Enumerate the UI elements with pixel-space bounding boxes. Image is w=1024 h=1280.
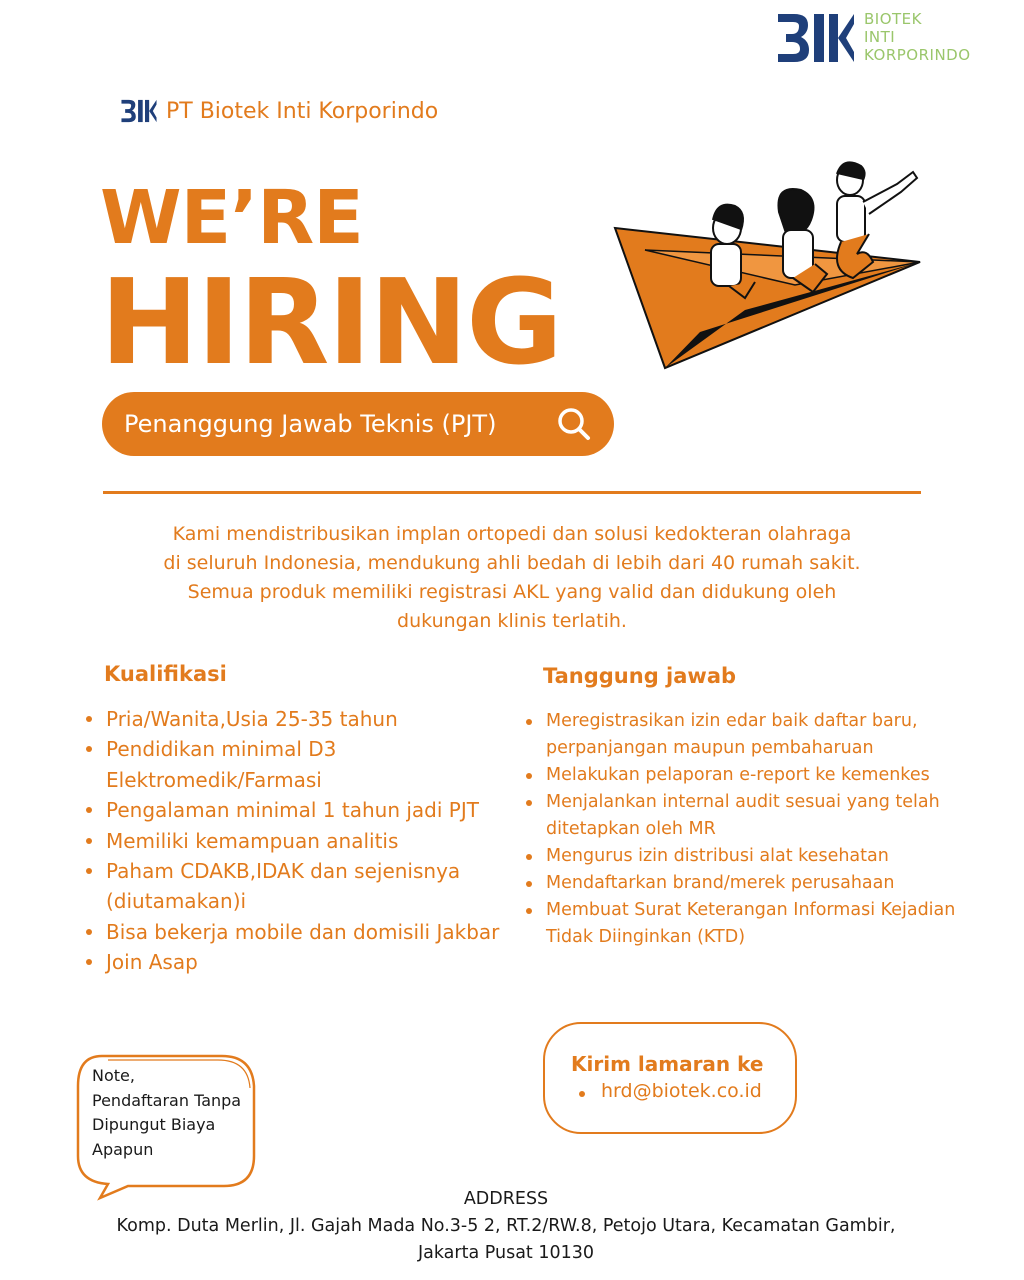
brand-word-2: INTI: [864, 28, 896, 46]
list-item: Memiliki kemampuan analitis: [84, 826, 504, 856]
list-item: Mendaftarkan brand/merek perusahaan: [524, 870, 964, 897]
apply-heading: Kirim lamaran ke: [571, 1052, 764, 1076]
list-item: Join Asap: [84, 947, 504, 977]
apply-contact-box: [543, 1022, 797, 1134]
bik-small-logo-icon: [120, 99, 158, 123]
company-header: [120, 96, 438, 126]
address-block: [0, 1186, 1012, 1267]
list-item: Menjalankan internal audit sesuai yang telah ditetapkan oleh MR: [524, 789, 964, 843]
position-badge[interactable]: [102, 392, 614, 456]
list-item: Melakukan pelaporan e-report ke kemenkes: [524, 762, 964, 789]
headline-were: WE’RE: [100, 175, 363, 261]
apply-email-item: [579, 1080, 762, 1102]
position-title: Penanggung Jawab Teknis (PJT): [124, 410, 497, 438]
list-item: Meregistrasikan izin edar baik daftar baru, perpanjangan maupun pembaharuan: [524, 708, 964, 762]
list-item: Membuat Surat Keterangan Informasi Kejadian Tidak Diinginkan (KTD): [524, 897, 964, 951]
note-line: Dipungut Biaya: [92, 1115, 216, 1134]
email-link[interactable]: hrd@biotek.co.id: [601, 1080, 762, 1102]
address-line: Komp. Duta Merlin, Jl. Gajah Mada No.3-5 2, RT.2/RW.8, Petojo Utara, Kecamatan Gambir,: [116, 1216, 896, 1236]
intro-line: di seluruh Indonesia, mendukung ahli bedah di lebih dari 40 rumah sakit.: [163, 552, 861, 574]
brand-word-1: BIOTEK: [864, 10, 922, 28]
address-heading: ADDRESS: [463, 1189, 549, 1209]
note-speech-bubble: [72, 1052, 262, 1202]
company-name: PT Biotek Inti Korporindo: [166, 98, 439, 124]
qualifications-list: [84, 704, 504, 978]
section-divider: [103, 491, 921, 494]
list-item: Mengurus izin distribusi alat kesehatan: [524, 843, 964, 870]
list-item: Bisa bekerja mobile dan domisili Jakbar: [84, 917, 504, 947]
note-line: Apapun: [92, 1139, 154, 1159]
address-line: Jakarta Pusat 10130: [417, 1243, 595, 1263]
note-line: Note,: [92, 1066, 135, 1085]
paper-plane-illustration: [605, 150, 935, 380]
brand-logo: [776, 10, 1016, 68]
intro-line: dukungan klinis terlatih.: [397, 610, 627, 632]
bik-logo-mark-icon: [776, 12, 856, 64]
responsibilities-list: [524, 708, 964, 951]
responsibilities-heading: Tanggung jawab: [543, 664, 737, 688]
brand-word-3: KORPORINDO: [864, 46, 971, 64]
company-description: [120, 520, 904, 636]
note-line: Pendaftaran Tanpa: [92, 1090, 242, 1110]
intro-line: Semua produk memiliki registrasi AKL yang valid dan didukung oleh: [187, 581, 837, 603]
search-icon: [556, 406, 592, 442]
qualifications-heading: Kualifikasi: [104, 662, 227, 686]
intro-line: Kami mendistribusikan implan ortopedi dan solusi kedokteran olahraga: [172, 523, 852, 545]
list-item: Paham CDAKB,IDAK dan sejenisnya (diutamakan)i: [84, 856, 504, 917]
list-item: Pengalaman minimal 1 tahun jadi PJT: [84, 795, 504, 825]
list-item: Pria/Wanita,Usia 25-35 tahun: [84, 704, 504, 734]
headline-hiring: HIRING: [100, 253, 562, 391]
list-item: Pendidikan minimal D3 Elektromedik/Farmasi: [84, 734, 504, 795]
